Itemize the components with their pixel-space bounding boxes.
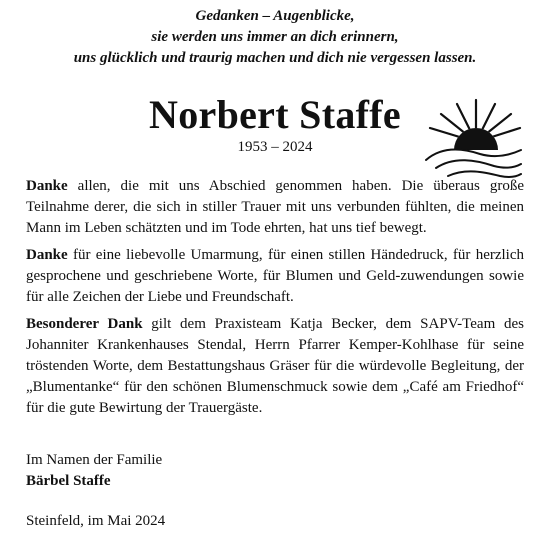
poem-line-3: uns glücklich und traurig machen und dich nie vergessen lassen. xyxy=(73,50,477,66)
poem-line-1: Gedanken – Augenblicke, xyxy=(195,8,355,24)
closing-line: Im Namen der Familie xyxy=(26,452,163,468)
place-date: Steinfeld, im Mai 2024 xyxy=(26,513,166,529)
paragraph-3 xyxy=(26,314,524,419)
paragraph-2-lead: Danke xyxy=(26,247,68,263)
sun-over-hills-icon xyxy=(424,94,522,184)
signer-name: Bärbel Staffe xyxy=(26,473,111,489)
paragraph-1-lead: Danke xyxy=(26,178,68,194)
paragraph-2 xyxy=(26,245,524,308)
paragraph-3-text: gilt dem Praxisteam Katja Becker, dem SAPV-Team des Johanniter Krankenhauses Stendal, Herrn Pfarrer Kemper-Kohlhase für seine tröstenden Worte, dem Bestattungshaus Gräser für die würdevolle Begleitung, der „Blumentanke“ für den schönen Blumenschmuck sowie dem „Café am Friedhof“ für die gute Bewirtung der Trauergäste. xyxy=(26,316,524,416)
poem-line-2: sie werden uns immer an dich erinnern, xyxy=(151,29,399,45)
paragraph-1 xyxy=(26,176,524,239)
life-dates: 1953 – 2024 xyxy=(237,139,313,155)
closing xyxy=(26,450,426,492)
paragraph-2-text: für eine liebevolle Umarmung, für einen stillen Händedruck, für herzlich gesprochene und geschriebene Worte, für Blumen und Geld-zuwendungen sowie für alle Zeichen der Liebe und Freundschaft. xyxy=(26,247,524,305)
poem xyxy=(0,6,550,69)
paragraph-1-text: allen, die mit uns Abschied genommen haben. Die überaus große Teilnahme derer, die sich in stiller Trauer mit uns verbunden fühlten, die meinen Mann im Leben schätzten und im Tode ehrten, hat uns tief bewegt. xyxy=(26,178,524,236)
deceased-name: Norbert Staffe xyxy=(149,92,401,137)
paragraph-3-lead: Besonderer Dank xyxy=(26,316,143,332)
thanks-text xyxy=(26,176,524,425)
